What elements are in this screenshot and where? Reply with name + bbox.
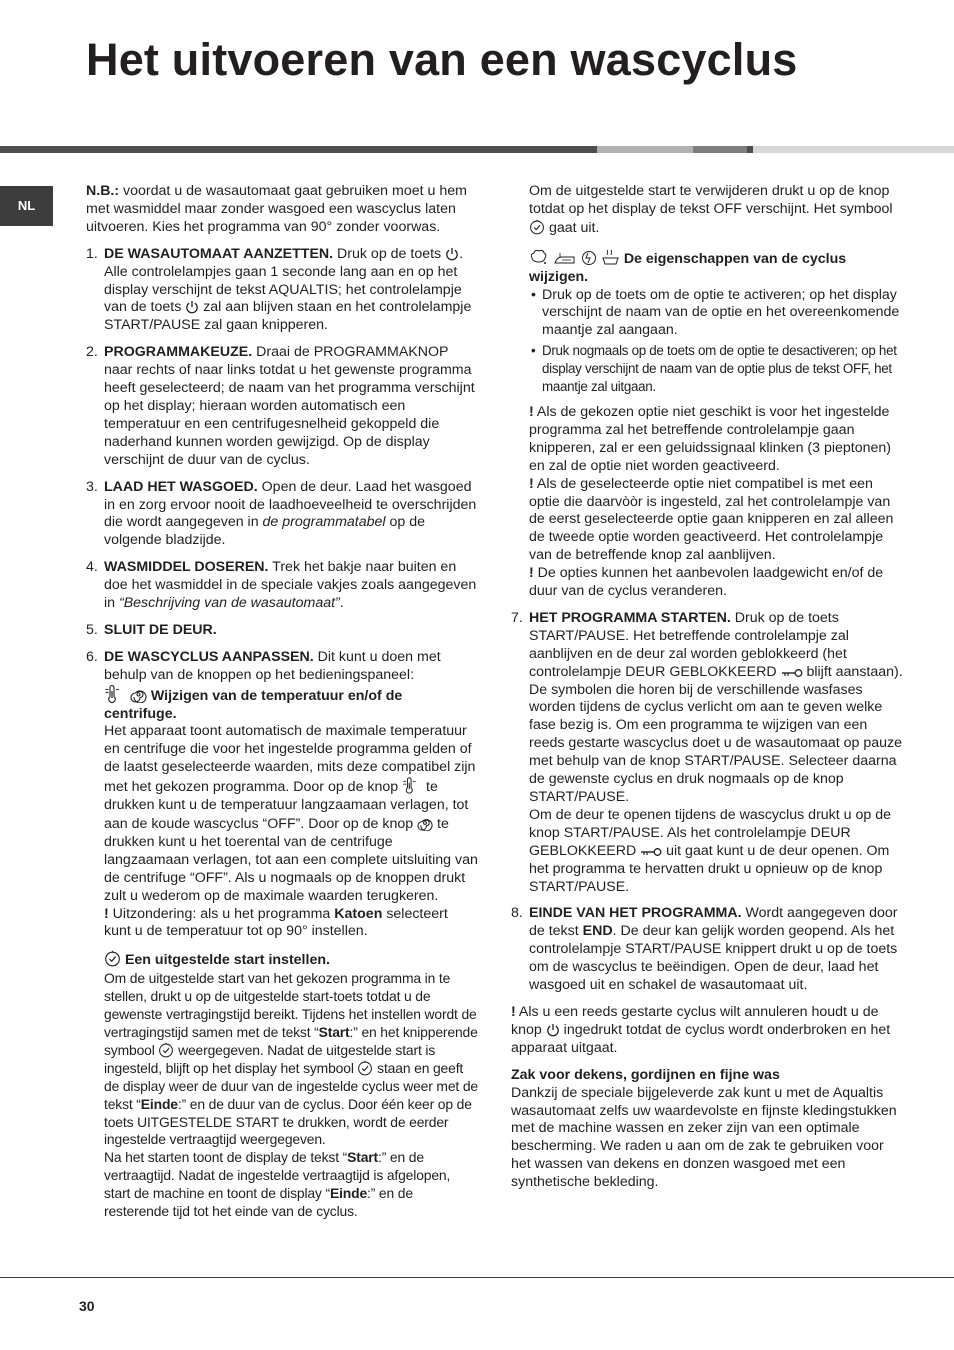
language-tab: NL — [0, 186, 53, 226]
delay-timer-icon — [529, 219, 545, 235]
bag-heading: Zak voor dekens, gordijnen en fijne was — [511, 1066, 780, 1083]
step-5: 5. SLUIT DE DEUR. — [86, 621, 217, 638]
right-column — [511, 183, 903, 1192]
step-1: 1. DE WASAUTOMAAT AANZETTEN. Druk op de toets . Alle controlelampjes gaan 1 seconde lang aan en op het display verschijnt de tekst AQUALTIS; het controlelampje van de toets zal aan blijven staan en het controlelampje START/PAUSE zal gaan knipperen. — [86, 245, 472, 334]
step-8: 8. EINDE VAN HET PROGRAMMA. Wordt aangegeven door de tekst END. De deur kan gelijk worden geopend. Als het controlelampje START/PAUSE knippert drukt u op de toets om de wascyclus te beëindigen. Open de deur, laad het wasgoed uit en schakel de wasautomaat uit. — [511, 905, 898, 994]
page-number: 30 — [79, 1298, 95, 1314]
stain-icon — [529, 248, 549, 266]
option-bullet: • Druk nogmaals op de toets om de optie te desactiveren; op het display verschijnt de naam van de optie plus de tekst OFF, het maantje zal uitgaan. — [531, 343, 897, 395]
power-icon — [185, 300, 199, 314]
spin-icon — [417, 815, 433, 831]
rinse-icon — [601, 249, 620, 266]
temperature-icon — [104, 685, 126, 703]
delay-start-heading: Een uitgestelde start instellen. — [104, 950, 478, 970]
header-band-segment — [753, 146, 954, 153]
temperature-spin-heading: Wijzigen van de temperatuur en/of de centrifuge. — [104, 685, 478, 724]
delay-start-text: Om de uitgestelde start van het gekozen programma in te stellen, drukt u op de uitgestelde start-toets totdat u de gewenste vertragingstijd bereikt. Tijdens het instellen wordt de vertragingstijd samen met de tekst “Start:” en het knipperende symbool weergegeven. Nadat de uitgestelde start is ingesteld, blijft op het display het symbool staan en geeft de display weer de duur van de ingestelde cyclus weer met de tekst “Einde:” en de duur van de cyclus. Door één keer op de toets UITGESTELDE START te drukken, wordt de eerder ingestelde vertraagtijd weergegeven. Na het starten toont de display de tekst “Start:” en de vertraagtijd. Nadat de ingestelde vertraagtijd is afgelopen, start de machine en toont de display “Einde:” en de resterende tijd tot het einde van de cyclus. — [104, 970, 478, 1220]
step-6: 6. DE WASCYCLUS AANPASSEN. Dit kunt u doen met behulp van de knoppen op het bedieningspaneel: Wijzigen van de temperatuur en/of de centrifuge. Het apparaat toont automatisch de maximale temperatuur en centrifuge die voor het ingestelde programma gelden of de laatst geselecteerde waarden, mits deze compatibel zijn met het gekozen programma. Door op de knop te drukken kunt u de temperatuur langzaamaan verlagen, tot aan de koude wascyclus “OFF”. Door op de knop te drukken kunt u het toerental van de centrifuge langzaamaan verlagen, tot aan een complete uitsluiting van de centrifuge “OFF”. Als u nogmaals op de knoppen drukt zult u wederom op de maximale waarden terugkeren. ! Uitzondering: als u het programma Katoen selecteert kunt u de temperatuur tot op 90° instellen. Een uitgestelde start instellen. Om de uitgestelde start van het gekozen programma in te stellen, drukt u op de uitgestelde start-toets totdat u de gewenste vertragingstijd bereikt. Tijdens het instellen wordt de vertragingstijd samen met de tekst “Start:” en het knipperende symbool weergegeven. Nadat de uitgestelde start is ingesteld, blijft op het display het symbool staan en geeft de display weer de duur van de ingestelde cyclus weer met de tekst “Einde:” en de duur van de cyclus. Door één keer op de toets UITGESTELDE START te drukken, wordt de eerder ingestelde vertraagtijd weergegeven. Na het starten toont de display de tekst “Start:” en de vertraagtijd. Nadat de ingestelde vertraagtijd is afgelopen, start de machine en toont de display “Einde:” en de resterende tijd tot het einde van de cyclus. — [86, 648, 478, 1220]
step-4: 4. WASMIDDEL DOSEREN. Trek het bakje naar buiten en doe het wasmiddel in de speciale vakjes zoals aangegeven in “Beschrijving van de wasautomaat”. — [86, 559, 477, 612]
delay-timer-icon — [158, 1042, 174, 1058]
option-bullet: • Druk op de toets om de optie te activeren; op het display verschijnt de naam van de optie en het overeenkomende maantje zal aangaan. — [531, 286, 900, 339]
bag-text: Dankzij de speciale bijgeleverde zak kunt u met de Aqualtis wasautomaat zelfs uw waardevolste en fijnste kledingstukken met de machine wassen en zeker zijn van een optimale bescherming. We raden u aan om de zak te gebruiken voor het wassen van dekens en donzen wasgoed met een synthetische bekleding. — [511, 1084, 897, 1191]
iron-icon — [553, 252, 577, 266]
power-icon — [546, 1023, 560, 1037]
cancel-delay-text: Om de uitgestelde start te verwijderen drukt u op de knop totdat op het display de tekst OFF verschijnt. Het symbool gaat uit. — [529, 183, 893, 236]
temperature-spin-text: Het apparaat toont automatisch de maximale temperatuur en centrifuge die voor het ingestelde programma gelden of de laatst geselecteerde waarden, mits deze compatibel zijn met het gekozen programma. Door op de knop te drukken kunt u de temperatuur langzaamaan verlagen, tot aan de koude wascyclus “OFF”. Door op de knop te drukken kunt u het toerental van de centrifuge langzaamaan verlagen, tot aan een complete uitsluiting van de centrifuge “OFF”. Als u nogmaals op de knoppen drukt zult u wederom op de maximale waarden terugkeren. ! Uitzondering: als u het programma Katoen selecteert kunt u de temperatuur tot op 90° instellen. — [104, 723, 478, 940]
header-band — [0, 146, 597, 153]
delay-timer-icon — [357, 1060, 373, 1076]
header-band-segment — [597, 146, 693, 153]
abort-note: ! Als u een reeds gestarte cyclus wilt annuleren houdt u de knop ingedrukt totdat de cyclus wordt onderbroken en het apparaat uitgaat. — [511, 1003, 891, 1056]
nb-paragraph: N.B.: voordat u de wasautomaat gaat gebruiken moet u hem met wasmiddel maar zonder wasgoed een wascyclus laten uitvoeren. Kies het programma van 90° zonder voorwas. — [86, 183, 467, 235]
temperature-icon — [402, 777, 422, 794]
door-lock-key-icon — [781, 667, 803, 679]
left-column — [86, 183, 478, 1230]
option-warnings: ! Als de gekozen optie niet geschikt is voor het ingestelde programma zal het betreffende controlelampje gaan knipperen, zal er een geluidssignaal klinken (3 pieptonen) en zal de optie niet worden geactiveerd. ! Als de geselecteerde optie niet compatibel is met een optie die daarvòòr is ingesteld, zal het controlelampje van de eerst geselecteerde optie gaan knipperen en zal alleen de tweede optie worden geactiveerd. Het controlelampje van de betreffende knop zal aanblijven. ! De opties kunnen het aanbevolen laadgewicht en/of de duur van de cyclus veranderen. — [529, 403, 894, 600]
header-band-segment — [693, 146, 747, 153]
nb-label: N.B.: — [86, 183, 120, 199]
door-lock-key-icon — [640, 846, 662, 858]
step-3: 3. LAAD HET WASGOED. Open de deur. Laad het wasgoed in en zorg ervoor nooit de laadhoeveelheid te overschrijden die wordt aangegeven in de programmatabel op de volgende bladzijde. — [86, 478, 477, 549]
footer-rule — [0, 1277, 954, 1278]
options-heading: De eigenschappen van de cyclus wijzigen. — [511, 248, 903, 287]
power-icon — [445, 247, 459, 261]
page-title: Het uitvoeren van een wascyclus — [86, 34, 798, 85]
delay-timer-icon — [104, 950, 121, 967]
spin-icon — [130, 686, 147, 703]
step-7: 7. HET PROGRAMMA STARTEN. Druk op de toets START/PAUSE. Het betreffende controlelampje zal aanblijven en de deur zal worden geblokkeerd (het controlelampje DEUR GEBLOKKEERD blijft aanstaan). De symbolen die horen bij de verschillende wasfases worden tijdens de cyclus verlicht om aan te geven welke fase bezig is. Om een programma te wijzigen van een reeds gestarte wascyclus doet u de wasautomaat op pauze met behulp van de knop START/PAUSE. Selecteer daarna de gewenste cyclus en druk nogmaals op de knop START/PAUSE. Om de deur te openen tijdens de wascyclus drukt u op de knop START/PAUSE. Als het controlelampje DEUR GEBLOKKEERD uit gaat kunt u de deur openen. Om het programma te hervatten drukt u opnieuw op de knop START/PAUSE. — [511, 609, 903, 895]
quick-wash-icon — [581, 249, 597, 266]
step-2: 2. PROGRAMMAKEUZE. Draai de PROGRAMMAKNOP naar rechts of naar links totdat u het gewenste programma heeft geselecteerd; de naam van het programma verschijnt op het display; hieraan worden automatisch een temperatuur en een centrifugesnelheid gekoppeld die naderhand kunnen worden gewijzigd. Op de display verschijnt de duur van de cyclus. — [86, 344, 475, 468]
